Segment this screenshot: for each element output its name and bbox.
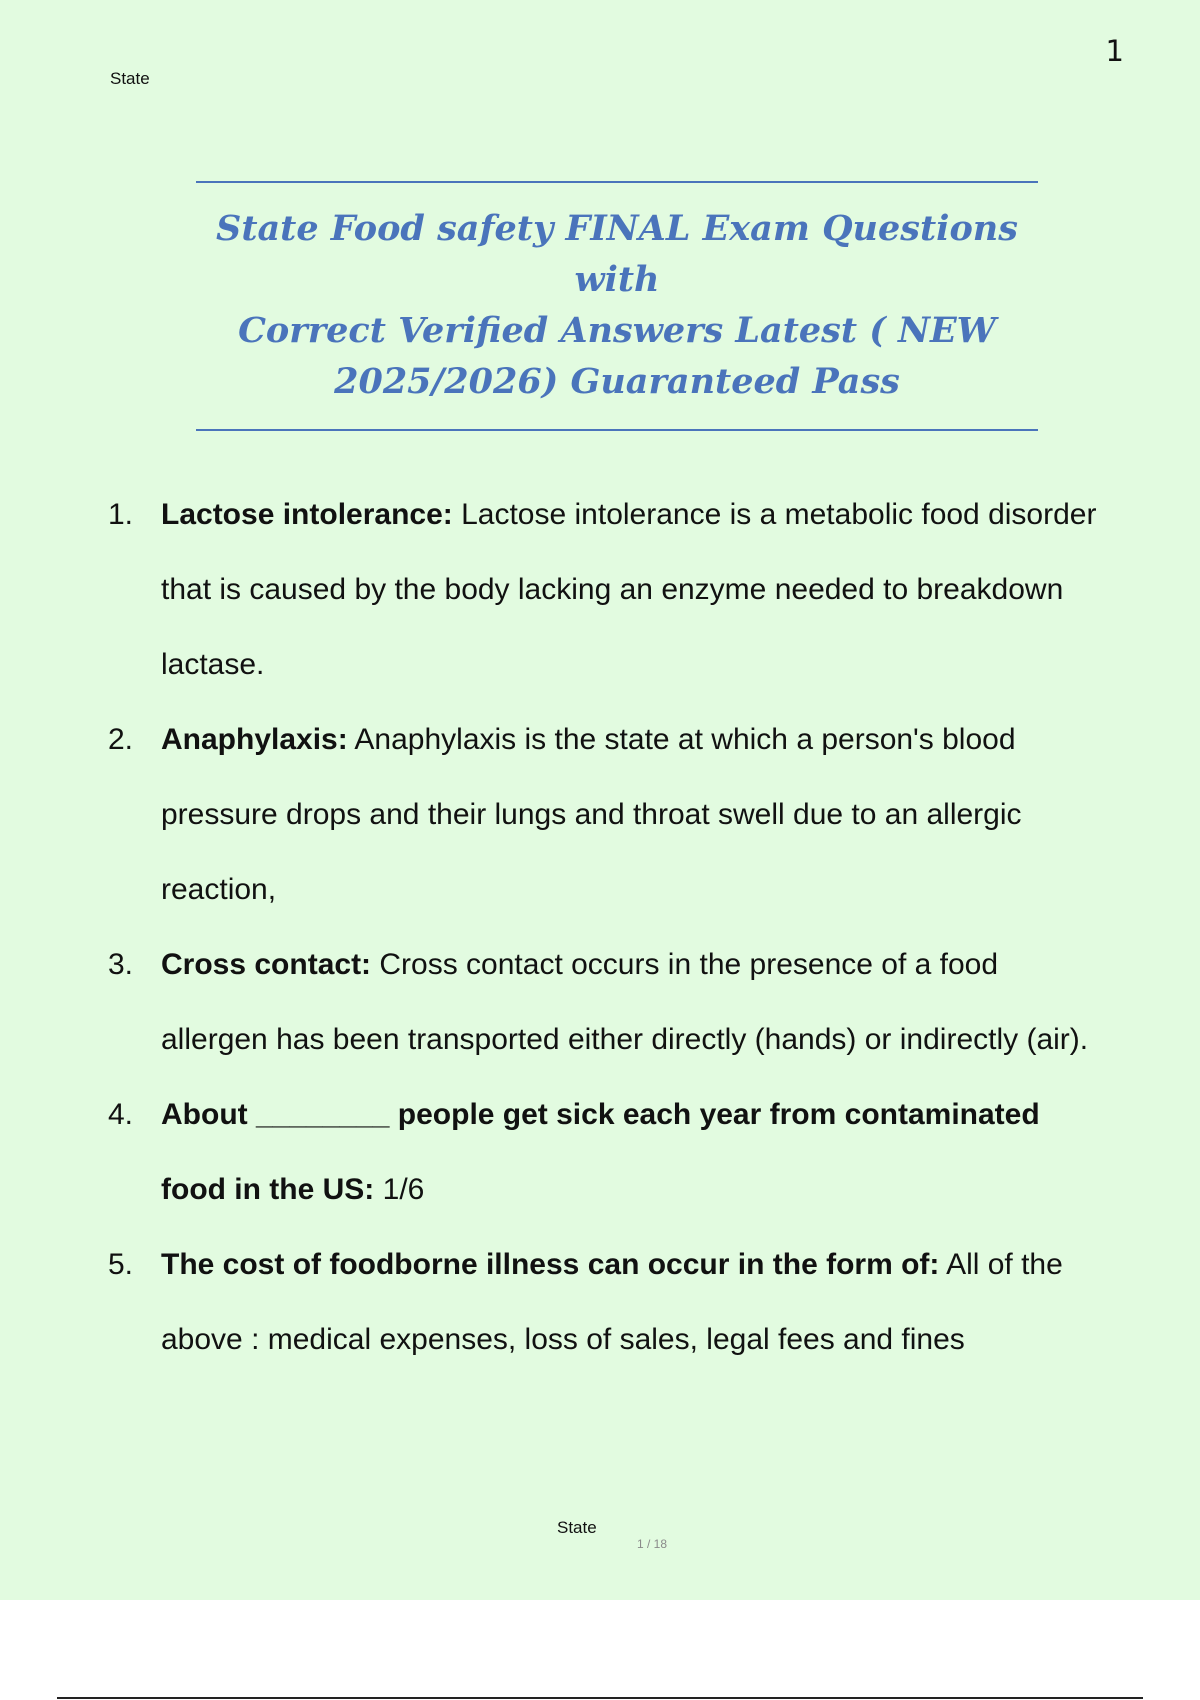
title-line-2: Correct Verified Answers Latest ( NEW xyxy=(238,310,996,351)
item-question: Lactose intolerance: xyxy=(161,498,453,531)
item-number: 4. xyxy=(108,1098,134,1131)
header-label: State xyxy=(110,69,150,88)
title-line-3: 2025/2026) Guaranteed Pass xyxy=(334,361,900,402)
footer-label: State xyxy=(557,1518,597,1537)
item-number: 1. xyxy=(108,498,134,531)
item-number: 5. xyxy=(108,1248,134,1281)
item-question: Cross contact: xyxy=(161,948,372,981)
item-answer: All of the above : medical expenses, loss of sales, legal fees and fines xyxy=(161,1248,1063,1356)
item-number: 3. xyxy=(108,948,134,981)
list-item xyxy=(108,477,1108,702)
item-answer: 1/6 xyxy=(374,1173,425,1206)
item-answer: Anaphylaxis is the state at which a person's blood pressure drops and their lungs and throat swell due to an allergic reaction, xyxy=(161,723,1022,906)
list-item xyxy=(108,702,1108,927)
item-question: About ________ people get sick each year from contaminated food in the US: xyxy=(161,1098,1040,1206)
item-number: 2. xyxy=(108,723,134,756)
list-item xyxy=(108,927,1108,1077)
list-item xyxy=(108,1077,1108,1227)
title-line-1: State Food safety FINAL Exam Questions with xyxy=(216,208,1018,300)
next-page-rule xyxy=(57,1697,1143,1699)
page-counter: 1 / 18 xyxy=(637,1537,668,1551)
list-item xyxy=(108,1227,1108,1377)
item-question: Anaphylaxis: xyxy=(161,723,348,756)
item-question: The cost of foodborne illness can occur in the form of: xyxy=(161,1248,940,1281)
item-answer: Cross contact occurs in the presence of a food allergen has been transported either directly (hands) or indirectly (air). xyxy=(161,948,1089,1056)
document-title xyxy=(196,203,1038,407)
page-number: 1 xyxy=(1105,34,1124,68)
question-list xyxy=(108,477,1108,1377)
title-block xyxy=(196,181,1038,431)
item-answer: Lactose intolerance is a metabolic food disorder that is caused by the body lacking an enzyme needed to breakdown lactase. xyxy=(161,498,1097,681)
